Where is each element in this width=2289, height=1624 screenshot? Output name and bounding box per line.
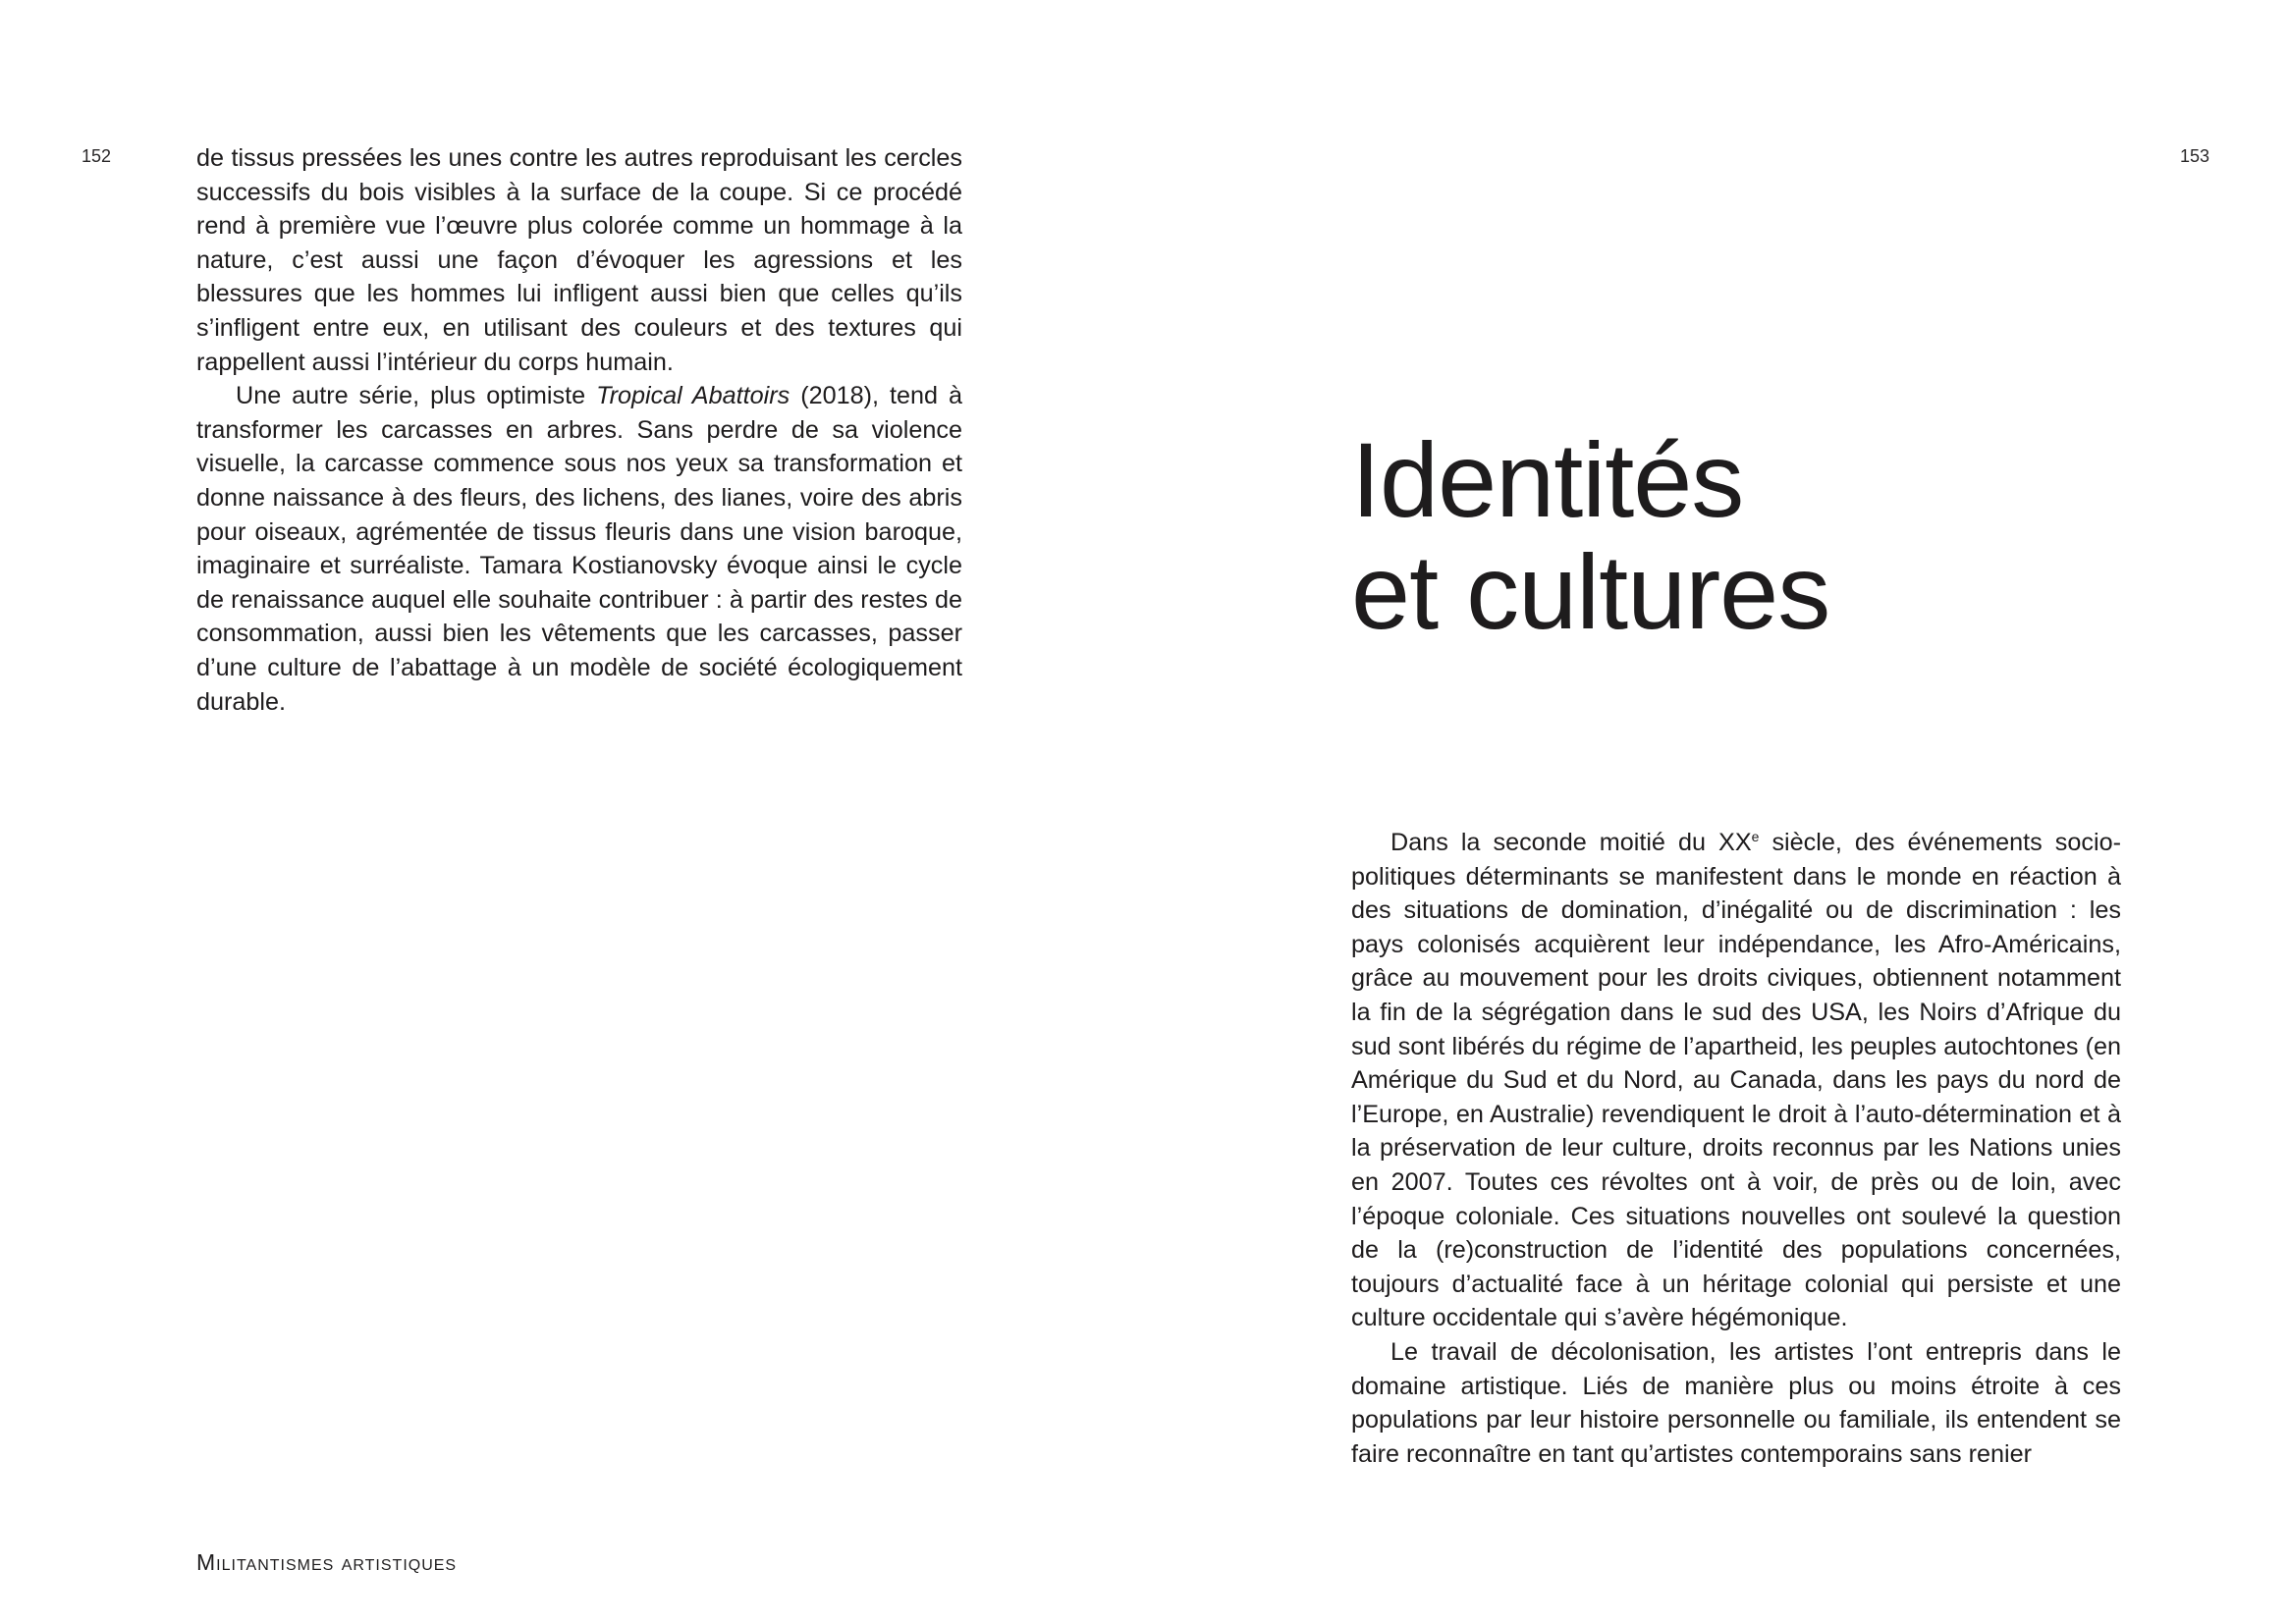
artwork-title: Tropical Abattoirs — [596, 382, 790, 410]
left-body-text — [196, 141, 962, 719]
paragraph — [1351, 826, 2121, 1335]
page-number-left: 152 — [82, 146, 112, 166]
paragraph: Le travail de décolonisation, les artistes l’ont entrepris dans le domaine artistique. Liés de manière plus ou moins étroite à ces populations par leur histoire personnelle ou familiale, ils entendent se faire reconnaître en tant qu’artistes contemporains sans renier — [1351, 1337, 2121, 1468]
paragraph: de tissus pressées les unes contre les autres reproduisant les cercles successifs du bois visibles à la surface de la coupe. Si ce procédé rend à première vue l’œuvre plus colorée comme un hommage à la nature, c’est aussi une façon d’évoquer les agressions et les blessures que les hommes lui infligent aussi bien que celles qu’ils s’infligent entre eux, en utilisant des couleurs et des textures qui rappellent aussi l’intérieur du corps humain. — [196, 144, 962, 376]
page-number-right: 153 — [2179, 146, 2209, 166]
paragraph-text: siècle, des événements socio-politiques déterminants se manifestent dans le monde en réaction à des situations de domination, d’inégalité ou de discrimination : les pays colonisés acquièrent leur indépendance, les Afro-Américains, grâce au mouvement pour les droits civiques, obtiennent notamment la fin de la ségrégation dans le sud des USA, les Noirs d’Afrique du sud sont libérés du régime de l’apartheid, les peuples autochtones (en Amérique du Sud et du Nord, au Canada, dans les pays du nord de l’Europe, en Australie) revendiquent le droit à l’auto-détermination et à la préservation de leur culture, droits reconnus par les Nations unies en 2007. Toutes ces révoltes ont à voir, de près ou de loin, avec l’époque coloniale. Ces situations nouvelles ont soulevé la question de la (re)construction de l’identité des populations concernées, toujours d’actualité face à un héritage colonial qui persiste et une culture occidentale qui s’avère hégémonique. — [1351, 829, 2121, 1332]
paragraph — [196, 379, 962, 719]
chapter-title-line-2: et cultures — [1351, 532, 1830, 651]
paragraph-text: Dans la seconde moitié du XX — [1390, 829, 1752, 856]
paragraph-text: Une autre série, plus optimiste — [236, 382, 597, 410]
running-footer: Militantismes artistiques — [196, 1549, 458, 1575]
paragraph-text: (2018), tend à transformer les carcasses en arbres. Sans perdre de sa violence visuelle, la carcasse commence sous nos yeux sa transformation et donne naissance à des fleurs, des lichens, des lianes, voire des abris pour oiseaux, agrémentée de tissus fleuris dans une vision baroque, imaginaire et surréaliste. Tamara Kostianovsky évoque ainsi le cycle de renaissance auquel elle souhaite contribuer : à partir des restes de consommation, aussi bien les vêtements que les carcasses, passer d’une culture de l’abattage à un modèle de société écologiquement durable. — [196, 382, 962, 716]
right-body-text — [1351, 826, 2121, 1471]
chapter-title — [1351, 420, 2137, 651]
chapter-title-line-1: Identités — [1351, 420, 1744, 539]
century-ordinal: e — [1751, 829, 1760, 844]
